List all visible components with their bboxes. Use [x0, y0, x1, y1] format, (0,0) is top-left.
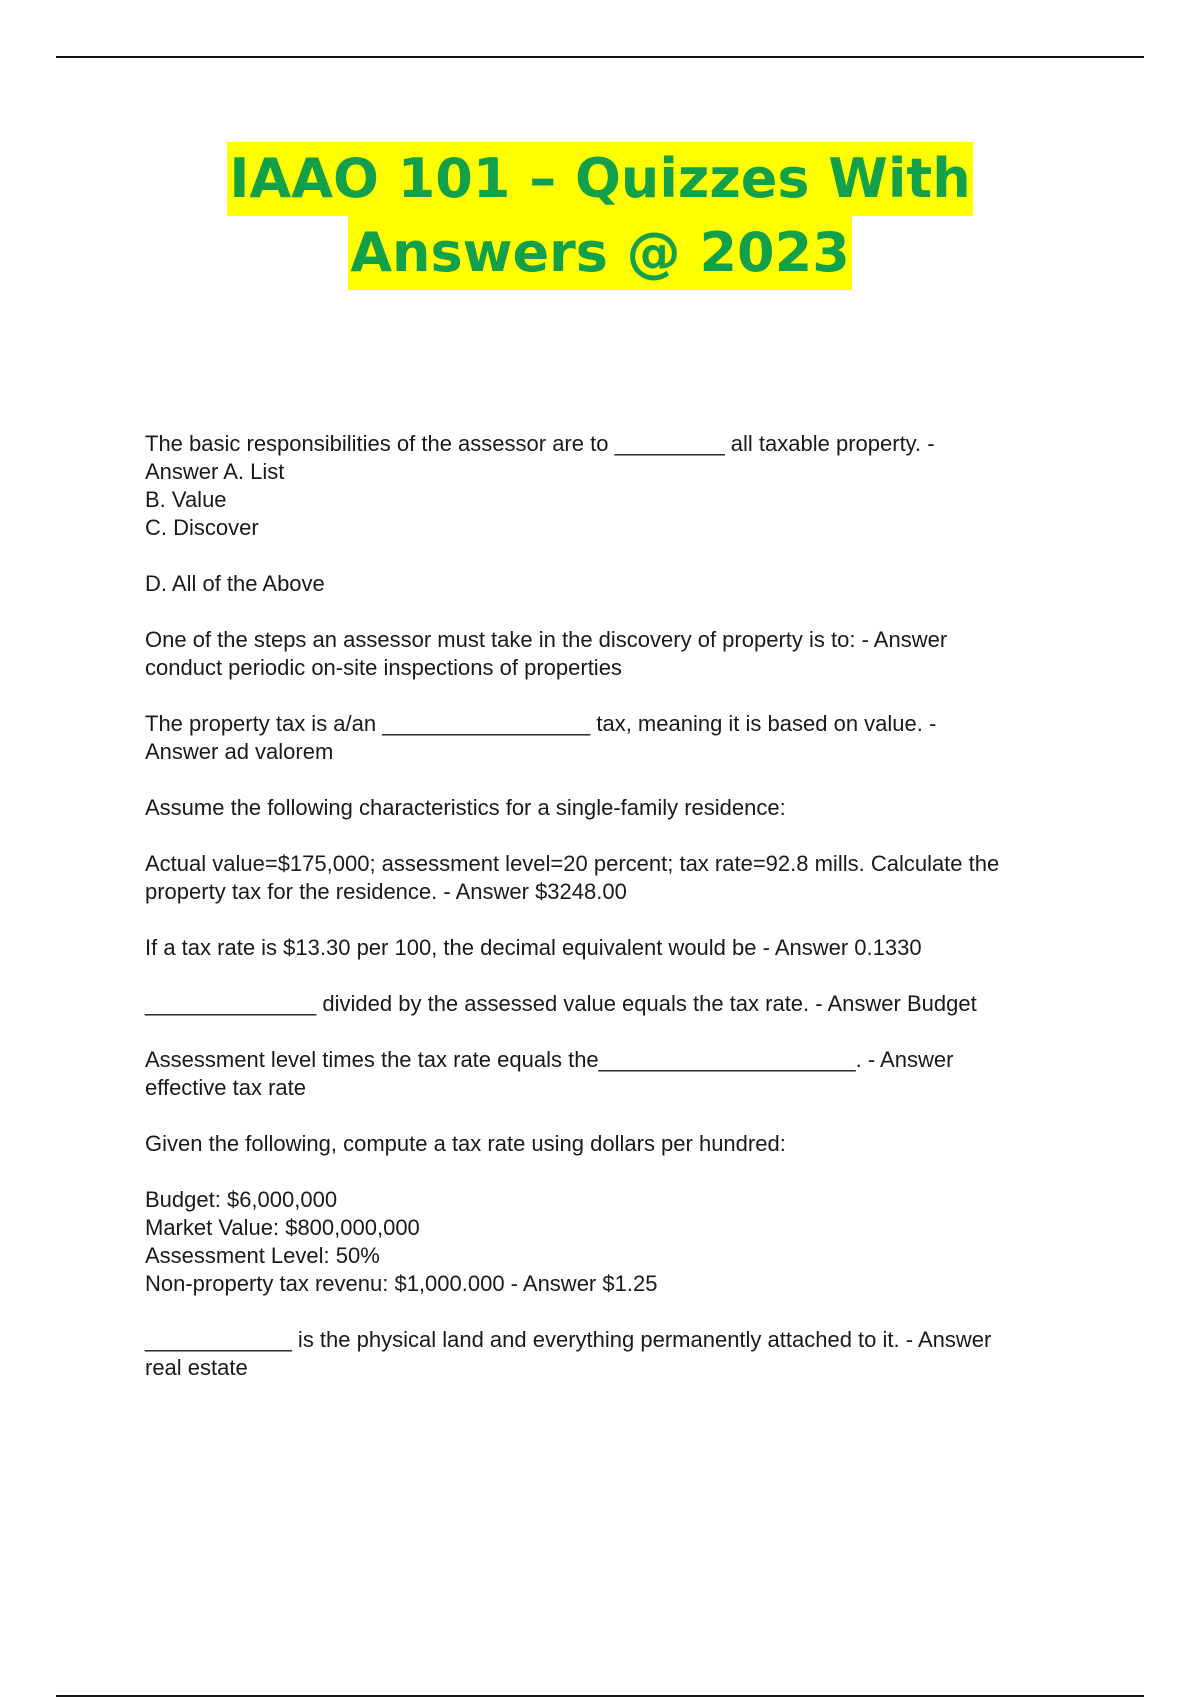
title-line-1: IAAO 101 – Quizzes With [227, 142, 972, 216]
question-property-tax-type: The property tax is a/an _________________ tax, meaning it is based on value. - Answer ad valorem [145, 711, 937, 764]
bottom-rule [56, 1695, 1144, 1697]
title-line-2: Answers @ 2023 [348, 216, 852, 290]
question-tax-rate-intro: Given the following, compute a tax rate using dollars per hundred: [145, 1131, 786, 1156]
question-residence-intro: Assume the following characteristics for a single-family residence: [145, 795, 786, 820]
top-rule [56, 56, 1144, 58]
question-budget: ______________ divided by the assessed value equals the tax rate. - Answer Budget [145, 991, 977, 1016]
question-real-estate: ____________ is the physical land and everything permanently attached to it. - Answer real estate [145, 1327, 992, 1380]
answer-all-of-the-above: D. All of the Above [145, 571, 325, 596]
question-residence-calculation: Actual value=$175,000; assessment level=20 percent; tax rate=92.8 mills. Calculate the property tax for the residence. - Answer $3248.00 [145, 851, 1000, 904]
question-effective-tax-rate: Assessment level times the tax rate equals the_____________________. - Answer effective tax rate [145, 1047, 954, 1100]
question-assessor-responsibilities: The basic responsibilities of the assessor are to _________ all taxable property. - Answer A. List B. Value C. Discover [145, 431, 935, 540]
question-discovery-steps: One of the steps an assessor must take in the discovery of property is to: - Answer conduct periodic on-site inspections of properties [145, 627, 948, 680]
question-decimal-equivalent: If a tax rate is $13.30 per 100, the decimal equivalent would be - Answer 0.1330 [145, 935, 922, 960]
document-title [0, 142, 1200, 290]
quiz-content [145, 430, 1095, 1410]
question-tax-rate-givens: Budget: $6,000,000 Market Value: $800,000,000 Assessment Level: 50% Non-property tax revenu: $1,000.000 - Answer $1.25 [145, 1187, 658, 1296]
